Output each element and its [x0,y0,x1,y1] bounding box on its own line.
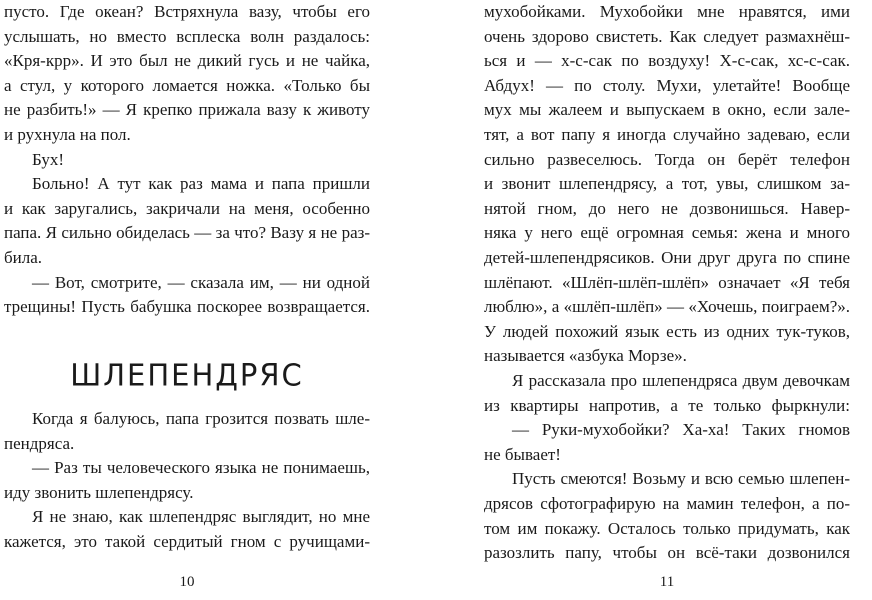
text-line: детей-шлепендрясиков. Они друг друга по спине [484,248,850,267]
text-line: не бывает! [484,444,561,464]
text-line: и рухнула на пол. [4,125,131,144]
text-line: трещины! Пусть бабушка поскорее возвращается. [4,297,370,317]
right-page [484,0,864,600]
text-line: била. [4,248,43,267]
text-line: тят, а вот папу я иногда случайно задеваю, если [484,125,850,144]
text-line: шлёпают. «Шлёп-шлёп-шлёп» означает «Я тебя [484,272,850,292]
text-line: няка у него ещё огромная семья: жена и много [484,223,850,243]
text-line: люблю», а «шлёп-шлёп» — «Хочешь, поиграем?». [484,297,850,317]
text-line: не разбить!» — Я крепко прижала вазу к животу [4,100,370,120]
text-line: — Вот, смотрите, — сказала им, — ни одной [32,272,370,292]
text-line: пендряса. [4,433,75,453]
text-line: кажется, это такой сердитый гном с ручищами- [4,532,370,551]
text-line: Больно! А тут как раз мама и папа пришли [32,174,370,194]
text-line: — Руки-мухобойки? Ха-ха! Таких гномов [512,420,850,440]
text-line: услышать, но вместо всплеска волн раздалось: [4,26,370,46]
text-line: и звонит шлепендрясу, а тот, увы, слишком за- [484,174,850,194]
text-line: дрясов сфотографирую на мамин телефон, а по- [484,494,850,513]
page-number: 10 [179,574,195,590]
page-number: 11 [659,574,675,590]
text-line: мух мы жалеем и выпускаем в окно, если зале- [484,100,850,120]
left-page [4,0,384,600]
text-line: пусто. Где океан? Встряхнула вазу, чтобы его [4,2,370,21]
text-line: Абдух! — по столу. Мухи, улетайте! Вообще [484,75,850,95]
text-line: мухобойками. Мухобойки мне нравятся, ими [484,2,850,21]
text-line: Я рассказала про шлепендряса двум девочкам [512,371,850,390]
text-line: разозлить папу, чтобы он всё-таки дозвонился [484,543,850,563]
text-line: папа. Я сильно обиделась — за что? Вазу я не раз- [4,223,370,243]
text-line: том им покажу. Осталось только придумать, как [484,518,850,538]
text-line: Когда я балуюсь, папа грозится позвать шле- [32,409,370,428]
text-line: очень здорово свистеть. Как следует размахнёш- [484,26,850,46]
text-line: «Кря-крр». И это был не дикий гусь и не чайка, [4,51,370,71]
text-line: Пусть смеются! Возьму и всю семью шлепен- [512,469,850,489]
text-line: иду звонить шлепендрясу. [4,482,194,502]
text-line: и как заругались, закричали на меня, особенно [4,198,370,218]
text-line: называется «азбука Морзе». [484,346,687,366]
text-line: Я не знаю, как шлепендряс выглядит, но мне [32,507,370,527]
text-line: — Раз ты человеческого языка не понимаешь, [32,458,370,478]
text-line: Бух! [32,149,64,169]
text-line: ься и — х-с-сак по воздуху! Х-с-сак, хс-с-сак. [484,51,850,71]
text-line: из квартиры напротив, а те только фыркнули: [484,395,850,415]
text-line: а стул, у которого ломается ножка. «Только бы [4,75,370,95]
text-line: У людей похожий язык есть из одних тук-туков, [484,321,850,341]
text-line: нятой гном, до него не дозвонишься. Навер- [484,198,850,218]
chapter-heading: ШЛЕПЕНДРЯС [70,357,304,393]
text-line: сильно развеселюсь. Тогда он берёт телефон [484,149,850,169]
